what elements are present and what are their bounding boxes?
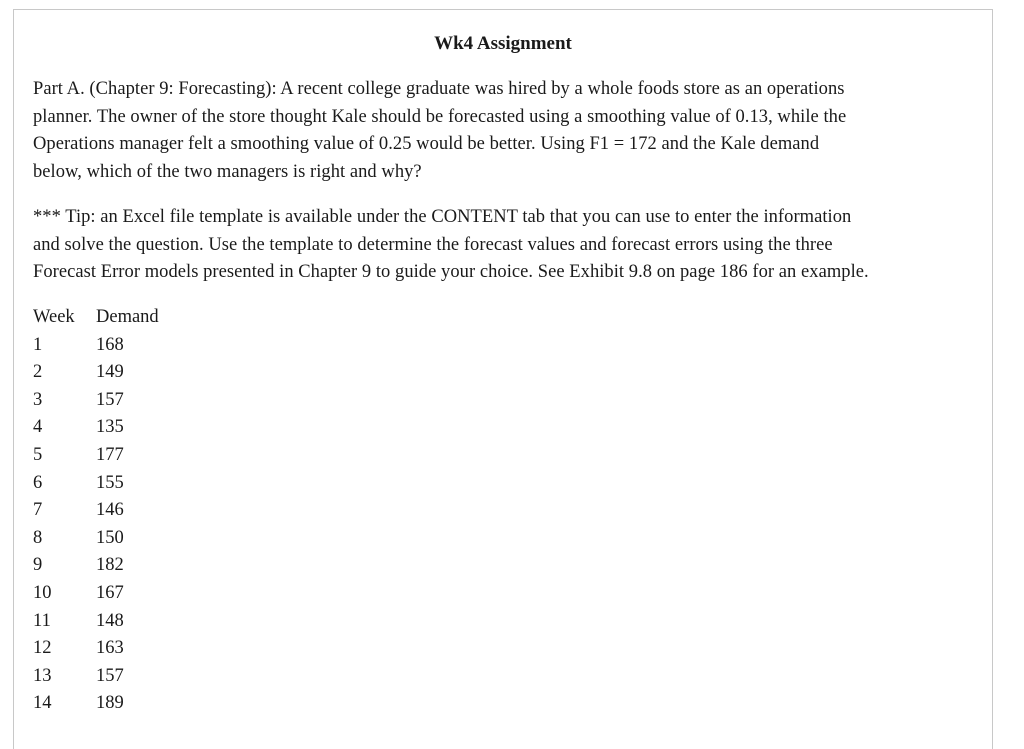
- demand-cell: 150: [96, 527, 124, 548]
- table-row: [33, 497, 196, 525]
- document-page: [13, 9, 993, 749]
- table-row: [33, 580, 196, 608]
- demand-cell: 148: [96, 610, 124, 631]
- demand-cell: 155: [96, 472, 124, 493]
- part-a-paragraph: [33, 76, 978, 186]
- week-cell: 8: [33, 527, 43, 548]
- week-cell: 6: [33, 472, 43, 493]
- table-row: [33, 663, 196, 691]
- demand-table: [33, 304, 196, 718]
- table-row: [33, 635, 196, 663]
- table-row: [33, 470, 196, 498]
- table-header-row: [33, 304, 196, 332]
- demand-cell: 157: [96, 665, 124, 686]
- week-cell: 1: [33, 334, 43, 355]
- week-cell: 11: [33, 610, 51, 631]
- demand-cell: 177: [96, 444, 124, 465]
- tip-line: *** Tip: an Excel file template is available under the CONTENT tab that you can use to enter the information: [33, 207, 852, 227]
- demand-cell: 163: [96, 638, 124, 659]
- week-cell: 5: [33, 444, 43, 465]
- demand-cell: 189: [96, 693, 124, 714]
- document-title: Wk4 Assignment: [434, 33, 572, 54]
- table-row: [33, 414, 196, 442]
- table-row: [33, 332, 196, 360]
- demand-table-body: [33, 332, 196, 718]
- week-cell: 12: [33, 638, 52, 659]
- week-cell: 3: [33, 389, 43, 410]
- part-a-line: planner. The owner of the store thought Kale should be forecasted using a smoothing value of 0.13, while the: [33, 106, 847, 127]
- week-cell: 7: [33, 500, 43, 521]
- tip-line: Forecast Error models presented in Chapter 9 to guide your choice. See Exhibit 9.8 on page 186 for an example.: [33, 262, 869, 282]
- part-a-line: Part A. (Chapter 9: Forecasting): A recent college graduate was hired by a whole foods store as an operations: [33, 79, 845, 99]
- week-cell: 10: [33, 582, 52, 603]
- table-row: [33, 525, 196, 553]
- part-a-line: below, which of the two managers is right and why?: [33, 161, 422, 182]
- demand-cell: 168: [96, 334, 124, 355]
- demand-cell: 167: [96, 582, 124, 603]
- table-row: [33, 359, 196, 387]
- demand-cell: 182: [96, 555, 124, 576]
- week-header: Week: [33, 307, 75, 327]
- demand-cell: 149: [96, 362, 124, 383]
- week-cell: 2: [33, 362, 43, 383]
- demand-cell: 157: [96, 389, 124, 410]
- table-row: [33, 387, 196, 415]
- table-row: [33, 552, 196, 580]
- week-cell: 13: [33, 665, 52, 686]
- week-cell: 14: [33, 693, 52, 714]
- demand-cell: 135: [96, 417, 124, 438]
- tip-line: and solve the question. Use the template to determine the forecast values and forecast errors using the three: [33, 234, 833, 255]
- week-cell: 4: [33, 417, 43, 438]
- demand-header: Demand: [96, 307, 159, 327]
- week-cell: 9: [33, 555, 43, 576]
- tip-paragraph: [33, 204, 978, 287]
- part-a-line: Operations manager felt a smoothing value of 0.25 would be better. Using F1 = 172 and the Kale demand: [33, 134, 820, 154]
- table-row: [33, 608, 196, 636]
- table-row: [33, 690, 196, 718]
- table-row: [33, 442, 196, 470]
- demand-cell: 146: [96, 500, 124, 521]
